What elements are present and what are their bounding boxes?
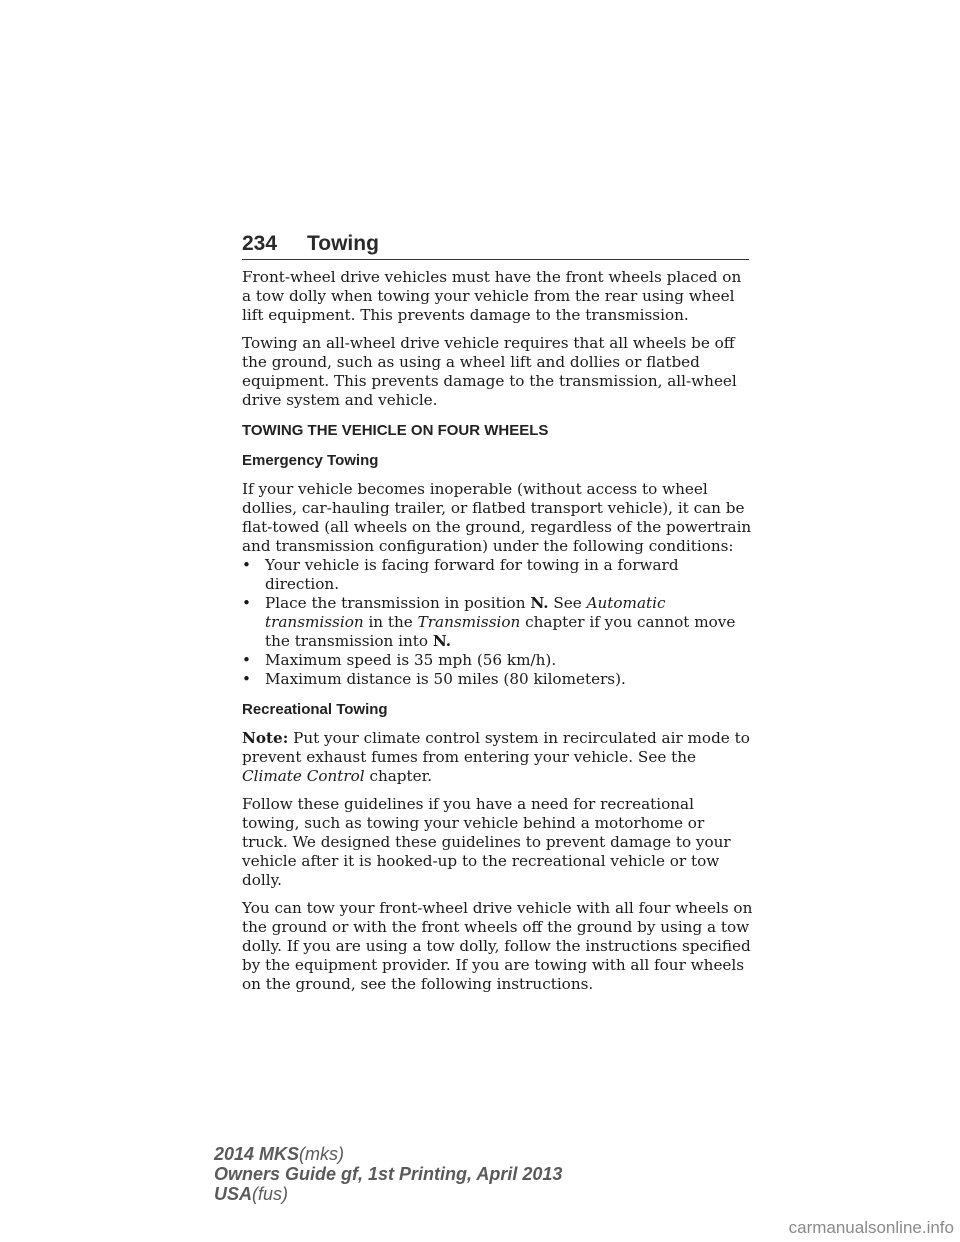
note-text: Put your climate control system in recirculated air mode to prevent exhaust fumes from entering your vehicle. See the (242, 729, 750, 766)
gear-position: N. (432, 632, 452, 650)
footer-line (214, 1184, 562, 1204)
paragraph-all-wheel: Towing an all-wheel drive vehicle requires that all wheels be off the ground, such as using a wheel lift and dollies or flatbed equipment. This prevents damage to the transmission, all-wheel drive system and vehicle. (242, 334, 737, 409)
section-title: TOWING THE VEHICLE ON FOUR WHEELS (242, 422, 549, 439)
footer-model-code: (mks) (299, 1144, 345, 1164)
list-item (242, 670, 754, 689)
page-header (242, 232, 749, 262)
footer-model: 2014 MKS (214, 1144, 300, 1164)
cross-reference: Automatic transmission (265, 594, 666, 631)
paragraph-tow-dolly: You can tow your front-wheel drive vehicle with all four wheels on the ground or with the front wheels off the ground by using a tow dolly. If you are using a tow dolly, follow the instructions specified by the equipment provider. If you are towing with all four wheels on the ground, see the following instructions. (242, 899, 753, 993)
bullet-icon: • (242, 670, 251, 688)
gear-position: N. (530, 594, 549, 612)
paragraph-guidelines: Follow these guidelines if you have a need for recreational towing, such as towing your vehicle behind a motorhome or truck. We designed these guidelines to prevent damage to your vehicle after it is hooked-up to the recreational vehicle or tow dolly. (242, 795, 731, 889)
bullet-icon: • (242, 594, 251, 612)
note-paragraph (242, 729, 754, 786)
list-item-text: Maximum speed is 35 mph (56 km/h). (265, 651, 557, 669)
list-item-text: See (548, 594, 587, 612)
cross-reference: Climate Control (242, 767, 365, 785)
emergency-intro: If your vehicle becomes inoperable (without access to wheel dollies, car-hauling trailer, or flatbed transport vehicle), it can be flat-towed (all wheels on the ground, regardless of the powertrain and transmission configuration) under the following conditions: (242, 480, 752, 555)
footer-line: Owners Guide gf, 1st Printing, April 2013 (214, 1164, 563, 1184)
emergency-towing-heading: Emergency Towing (242, 452, 379, 469)
note-text: chapter. (364, 767, 433, 785)
list-item-text: Place the transmission in position (265, 594, 531, 612)
cross-reference: Transmission (417, 613, 521, 631)
list-item-text: in the (363, 613, 418, 631)
list-item-text: Your vehicle is facing forward for towing in a forward direction. (265, 556, 679, 593)
chapter-title: Towing (307, 232, 379, 255)
list-item (242, 594, 754, 651)
print-footer (214, 1144, 562, 1204)
footer-market: USA (214, 1184, 253, 1204)
conditions-list (242, 556, 754, 689)
bullet-icon: • (242, 651, 251, 669)
footer-market-code: (fus) (252, 1184, 289, 1204)
watermark-link[interactable]: carmanualsonline.info (788, 1218, 954, 1237)
recreational-towing-heading: Recreational Towing (242, 701, 388, 718)
list-item-text: Maximum distance is 50 miles (80 kilometers). (265, 670, 626, 688)
paragraph-front-wheel: Front-wheel drive vehicles must have the front wheels placed on a tow dolly when towing your vehicle from the rear using wheel lift equipment. This prevents damage to the transmission. (242, 268, 742, 324)
list-item (242, 556, 754, 594)
bullet-icon: • (242, 556, 251, 574)
page-content (242, 268, 754, 1003)
footer-line (214, 1144, 562, 1164)
list-item-text: chapter if you cannot move the transmission into (265, 613, 736, 650)
header-rule (242, 259, 749, 260)
list-item (242, 651, 754, 670)
page-number: 234 (242, 232, 278, 255)
note-label: Note: (242, 729, 289, 747)
